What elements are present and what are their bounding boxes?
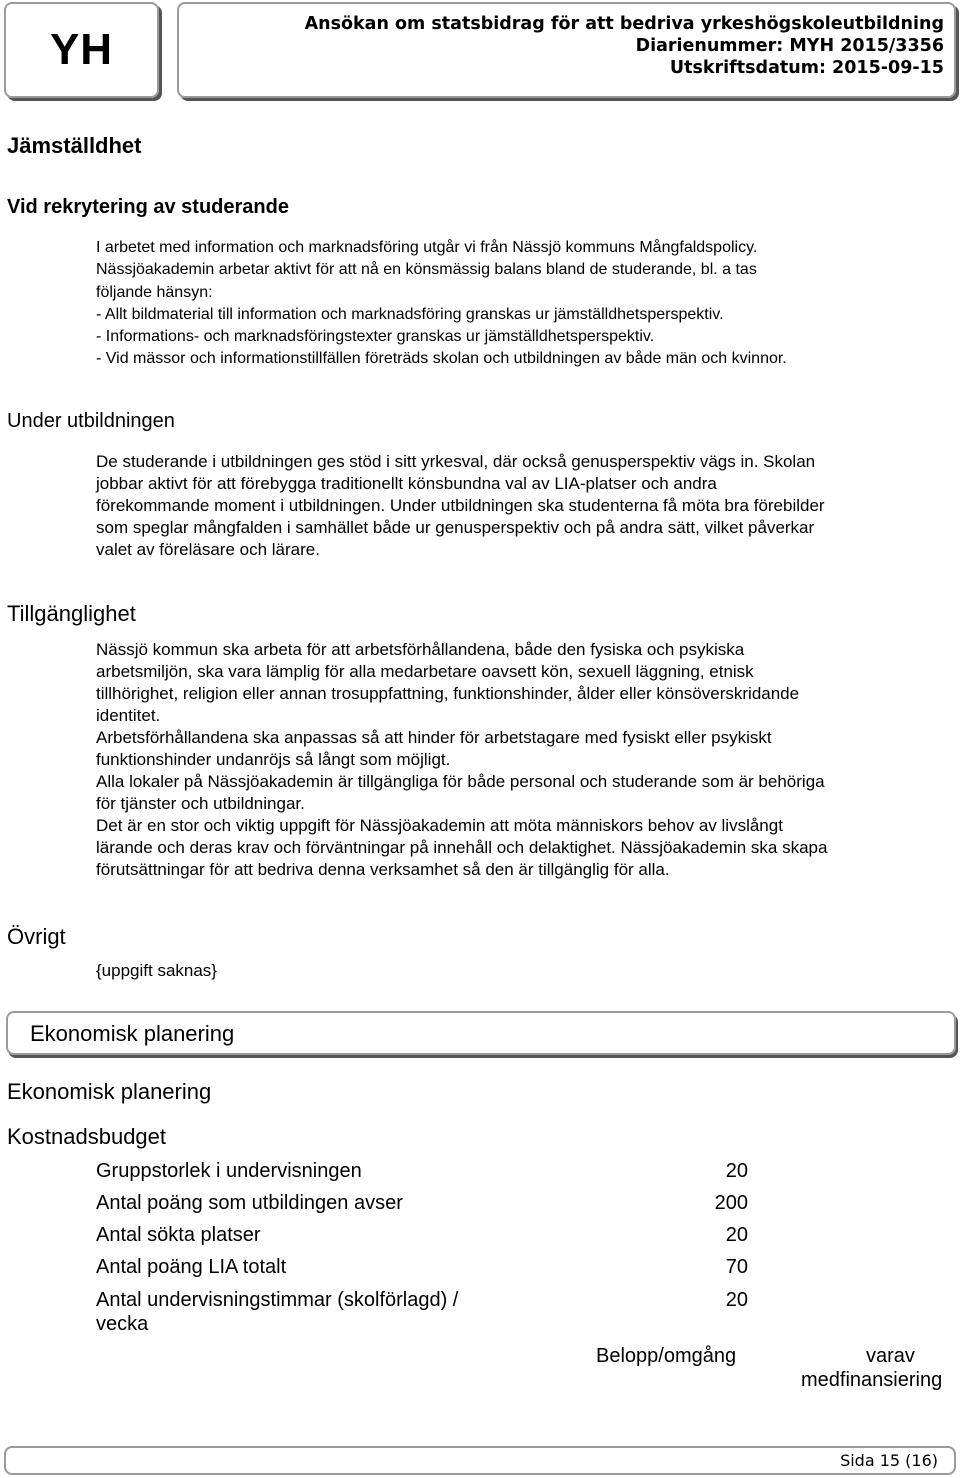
budget-value: 20 <box>725 1224 748 1246</box>
text-line: som speglar mångfalden i samhället både ur genusperspektiv och på andra sätt, vilket påverkar <box>96 518 815 537</box>
text-line: - Informations- och marknadsföringstexter granskas ur jämställdhetsperspektiv. <box>96 328 655 346</box>
text-line: Det är en stor och viktig uppgift för Nässjöakademin att möta människors behov av livslångt <box>96 816 783 835</box>
text-line: förutsättningar för att bedriva denna verksamhet så den är tillgänglig för alla. <box>96 860 670 879</box>
text-line: Nässjöakademin arbetar aktivt för att nå en könsmässig balans bland de studerande, bl. a tas <box>96 261 757 279</box>
text-line: identitet. <box>96 706 161 725</box>
budget-label: Antal poäng som utbildingen avser <box>96 1192 403 1214</box>
page-number: Sida 15 (16) <box>840 1451 938 1470</box>
budget-label: Antal undervisningstimmar (skolförlagd) / <box>96 1289 459 1311</box>
text-line: funktionshinder undanröjs så långt som möjligt. <box>96 750 451 769</box>
budget-label: Antal sökta platser <box>96 1224 261 1246</box>
heading-kostnadsbudget: Kostnadsbudget <box>7 1124 167 1149</box>
logo-box <box>4 2 159 98</box>
text-line: De studerande i utbildningen ges stöd i sitt yrkesval, där också genusperspektiv vägs in. Skolan <box>96 452 816 471</box>
heading-tillganglighet: Tillgänglighet <box>7 601 136 626</box>
budget-value: 20 <box>725 1160 748 1182</box>
heading-rekrytering: Vid rekrytering av studerande <box>7 196 289 218</box>
utskriftsdatum: Utskriftsdatum: 2015-09-15 <box>669 58 944 78</box>
text-line: Arbetsförhållandena ska anpassas så att hinder för arbetstagare med fysiskt eller psykiskt <box>96 728 772 747</box>
text-line: för tjänster och utbildningar. <box>96 794 305 813</box>
text-line: följande hänsyn: <box>96 283 213 301</box>
section-title: Ekonomisk planering <box>30 1021 235 1046</box>
budget-label: Antal poäng LIA totalt <box>96 1256 287 1278</box>
tillganglighet-text <box>96 639 827 881</box>
heading-under-utbildningen: Under utbildningen <box>7 410 175 432</box>
utbildning-text <box>96 451 825 561</box>
text-line: - Vid mässor och informationstillfällen företräds skolan och utbildningen av både män och kvinnor. <box>96 350 787 368</box>
text-line: Alla lokaler på Nässjöakademin är tillgängliga för både personal och studerande som är behöriga <box>96 772 825 791</box>
heading-ovrigt: Övrigt <box>7 924 66 949</box>
heading-ekonomisk-planering: Ekonomisk planering <box>7 1079 212 1104</box>
ovrigt-text <box>96 960 217 982</box>
column-medfinansiering: medfinansiering <box>801 1369 943 1391</box>
text-line: förekommande moment i utbildningen. Under utbildningen ska studenterna få möta bra förebilder <box>96 496 825 515</box>
budget-label: Gruppstorlek i undervisningen <box>96 1160 362 1182</box>
budget-label: vecka <box>96 1313 149 1335</box>
text-line: arbetsmiljön, ska vara lämplig för alla medarbetare oavsett kön, sexuell läggning, etnisk <box>96 662 754 681</box>
text-line: {uppgift saknas} <box>96 961 217 980</box>
text-line: tillhörighet, religion eller annan trosuppfattning, funktionshinder, ålder eller könsöverskridande <box>96 684 800 703</box>
heading-jamstalldhet: Jämställdhet <box>7 133 142 158</box>
text-line: I arbetet med information och marknadsföring utgår vi från Nässjö kommuns Mångfaldspolicy. <box>96 239 758 256</box>
text-line: jobbar aktivt för att förebygga traditionellt könsbundna val av LIA-platser och andra <box>96 474 717 493</box>
rekrytering-text <box>96 237 787 371</box>
document-title: Ansökan om statsbidrag för att bedriva yrkeshögskoleutbildning <box>304 14 944 34</box>
text-line: - Allt bildmaterial till information och marknadsföring granskas ur jämställdhetsperspektiv. <box>96 305 724 323</box>
footer-box <box>4 1446 956 1475</box>
column-varav: varav <box>866 1345 915 1367</box>
header-info-box <box>177 2 956 98</box>
column-belopp: Belopp/omgång <box>596 1345 737 1367</box>
text-line: lärande och deras krav och förväntningar på innehåll och delaktighet. Nässjöakademin ska skapa <box>96 838 828 857</box>
text-line: Nässjö kommun ska arbeta för att arbetsförhållandena, både den fysiska och psykiska <box>96 640 745 659</box>
diarienummer: Diarienummer: MYH 2015/3356 <box>635 36 944 56</box>
text-line: valet av föreläsare och lärare. <box>96 540 320 559</box>
budget-value: 200 <box>714 1192 748 1214</box>
logo-text: YH <box>49 25 114 74</box>
section-ekonomisk-planering-box <box>6 1011 956 1055</box>
budget-value: 20 <box>725 1289 748 1311</box>
budget-value: 70 <box>725 1256 748 1278</box>
